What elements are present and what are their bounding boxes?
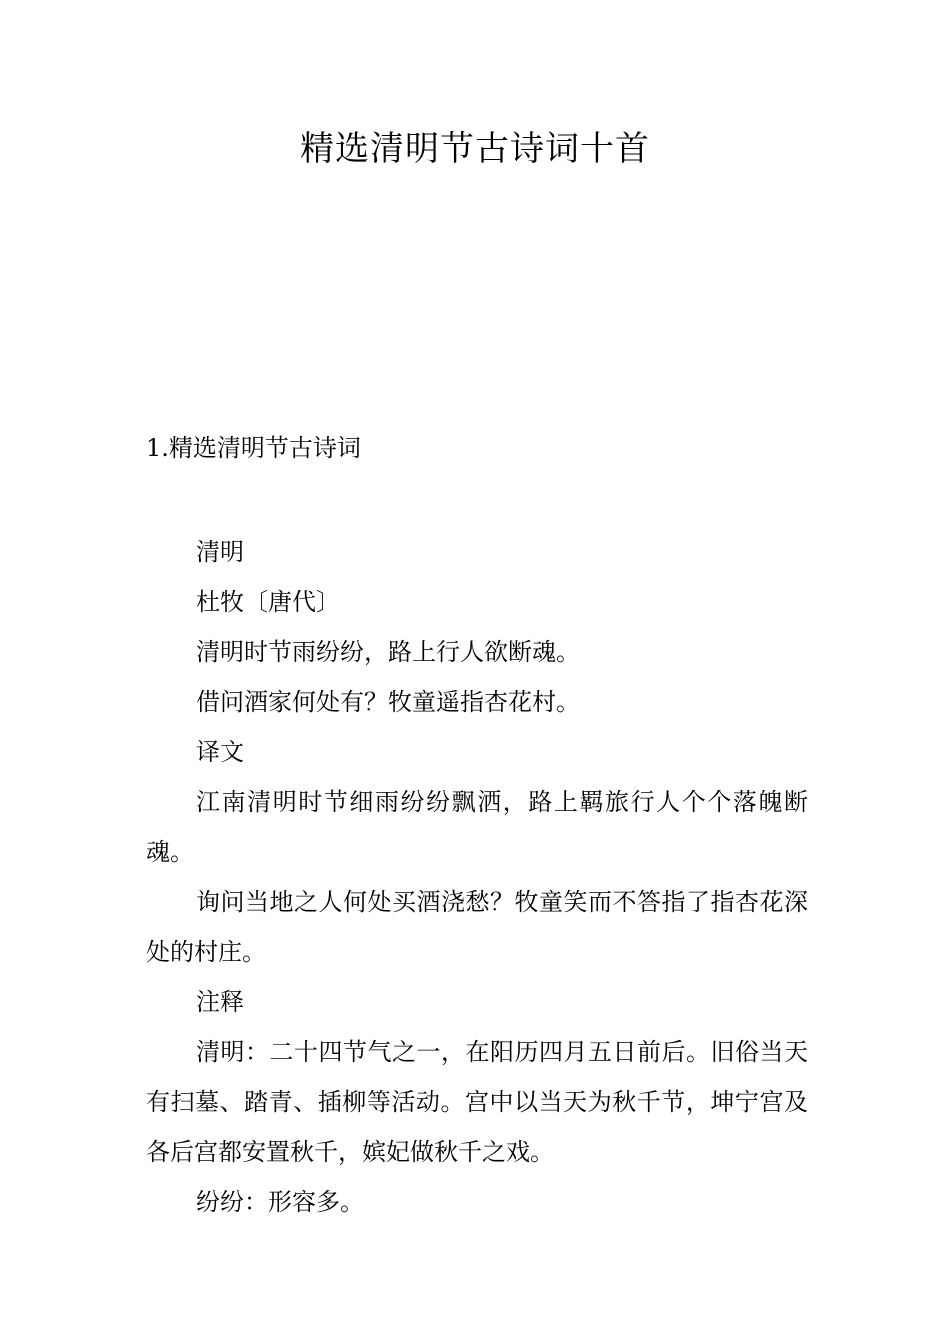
poem-author: 杜牧〔唐代〕	[196, 588, 340, 616]
section-heading: 1.精选清明节古诗词	[146, 434, 361, 462]
translation-heading: 译文	[196, 738, 244, 766]
translation-paragraph: 询问当地之人何处买酒浇愁？牧童笑而不答指了指杏花深处的村庄。	[146, 888, 808, 966]
document-body	[146, 527, 808, 1227]
note-paragraph: 清明：二十四节气之一，在阳历四月五日前后。旧俗当天有扫墓、踏青、插柳等活动。宫中以当天为秋千节，坤宁宫及各后宫都安置秋千，嫔妃做秋千之戏。	[146, 1038, 808, 1166]
poem-line: 借问酒家何处有？牧童遥指杏花村。	[196, 688, 580, 716]
note-paragraph: 纷纷：形容多。	[196, 1188, 364, 1216]
notes-heading: 注释	[196, 988, 244, 1016]
poem-title: 清明	[196, 538, 244, 566]
page-title: 精选清明节古诗词十首	[300, 129, 650, 169]
translation-paragraph: 江南清明时节细雨纷纷飘洒，路上羁旅行人个个落魄断魂。	[146, 788, 808, 866]
poem-line: 清明时节雨纷纷，路上行人欲断魂。	[196, 638, 580, 666]
